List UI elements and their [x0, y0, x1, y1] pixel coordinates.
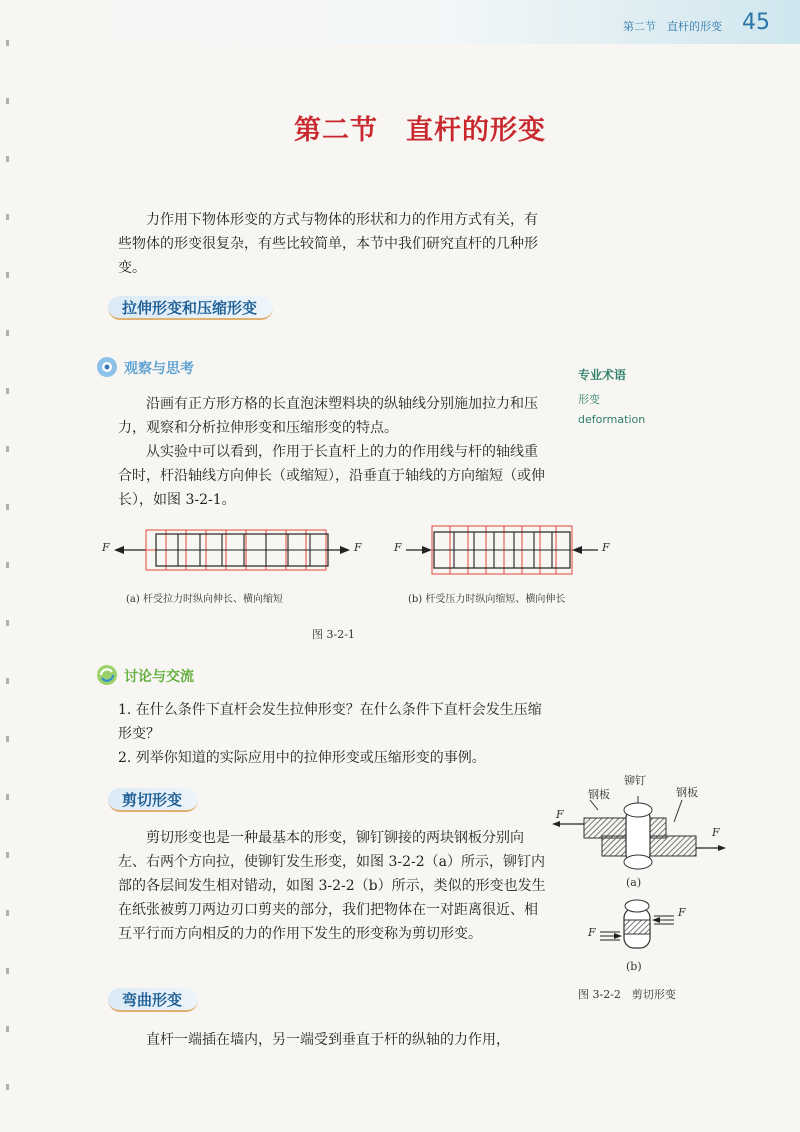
observe-label: 观察与思考	[124, 361, 194, 377]
observe-badge	[96, 356, 118, 382]
intro-block	[118, 208, 550, 280]
force-label-shear-b-right: F	[678, 906, 686, 919]
observe-paragraph-1: 沿画有正方形方格的长直泡沫塑料块的纵轴线分别施加拉力和压力，观察和分析拉伸形变和压缩形变的特点。	[118, 396, 538, 436]
section-heading-tension: 拉伸形变和压缩形变	[108, 296, 273, 320]
force-label-b-left: F	[394, 541, 402, 554]
figure-sub-a: (a)	[626, 876, 642, 889]
section-heading-bending: 弯曲形变	[108, 988, 198, 1012]
shear-block	[118, 826, 550, 946]
sidebar-title: 专业术语	[578, 368, 627, 382]
force-label-shear-right: F	[712, 826, 720, 839]
figure-b-compression	[406, 526, 598, 574]
force-label-shear-left: F	[556, 808, 564, 821]
discuss-item-1: 1. 在什么条件下直杆会发生拉伸形变？在什么条件下直杆会发生压缩形变？	[118, 702, 542, 742]
page-title: 第二节 直杆的形变	[294, 115, 546, 146]
discuss-badge	[96, 664, 118, 690]
label-rivet: 铆钉	[624, 774, 646, 787]
discuss-item-2: 2. 列举你知道的实际应用中的拉伸形变或压缩形变的事例。	[118, 750, 486, 766]
sidebar-term-en: deformation	[578, 413, 646, 426]
force-label-a-left: F	[102, 541, 110, 554]
figure-3-2-1	[100, 520, 620, 590]
figure-a-tension	[114, 530, 350, 570]
figure-3-2-2	[550, 796, 780, 966]
observe-paragraph-2: 从实验中可以看到，作用于长直杆上的力的作用线与杆的轴线重合时，杆沿轴线方向伸长（或缩短），沿垂直于轴线的方向缩短（或伸长），如图 3-2-1。	[118, 444, 545, 508]
running-header-section: 第二节 直杆的形变	[623, 20, 722, 33]
shear-paragraph: 剪切形变也是一种最基本的形变，铆钉铆接的两块钢板分别向左、右两个方向拉，使铆钉发生形变，如图 3-2-2（a）所示，铆钉内部的各层间发生相对错动，如图 3-2-2（b）所示，类似的形变也发生在纸张被剪刀两边刃口剪夹的部分，我们把物体在一对距离很近、相互平行而方向相反的力的作用下发生的形变称为剪切形变。	[118, 830, 546, 942]
section-heading-shear: 剪切形变	[108, 788, 198, 812]
label-plate-left: 钢板	[588, 788, 610, 801]
bending-paragraph: 直杆一端插在墙内，另一端受到垂直于杆的纵轴的力作用，	[146, 1032, 510, 1048]
page-number: 45	[742, 10, 770, 35]
discuss-label: 讨论与交流	[124, 669, 194, 685]
sidebar-term-cn: 形变	[578, 393, 600, 406]
observe-block	[118, 392, 550, 512]
figure-caption-a: (a) 杆受拉力时纵向伸长、横向缩短	[126, 594, 283, 605]
eye-icon	[96, 356, 118, 378]
force-label-b-right: F	[602, 541, 610, 554]
sidebar-term-box	[578, 366, 778, 426]
figure-number-1: 图 3-2-1	[312, 628, 355, 641]
force-label-shear-b-left: F	[588, 926, 596, 939]
figure-b-rivet-layers	[600, 900, 674, 948]
figure-caption-b: (b) 杆受压力时纵向缩短、横向伸长	[408, 594, 566, 605]
discuss-block	[118, 698, 550, 770]
figure-a-rivet	[552, 796, 726, 869]
bending-block	[118, 1028, 558, 1052]
force-label-a-right: F	[354, 541, 362, 554]
binding-marks	[6, 40, 9, 1100]
figure-number-2: 图 3-2-2 剪切形变	[578, 988, 676, 1001]
label-plate-right: 钢板	[676, 786, 698, 799]
figure-sub-b: (b)	[626, 960, 642, 973]
intro-paragraph: 力作用下物体形变的方式与物体的形状和力的作用方式有关，有些物体的形变很复杂，有些比较简单，本节中我们研究直杆的几种形变。	[118, 212, 538, 276]
refresh-icon	[96, 664, 118, 686]
